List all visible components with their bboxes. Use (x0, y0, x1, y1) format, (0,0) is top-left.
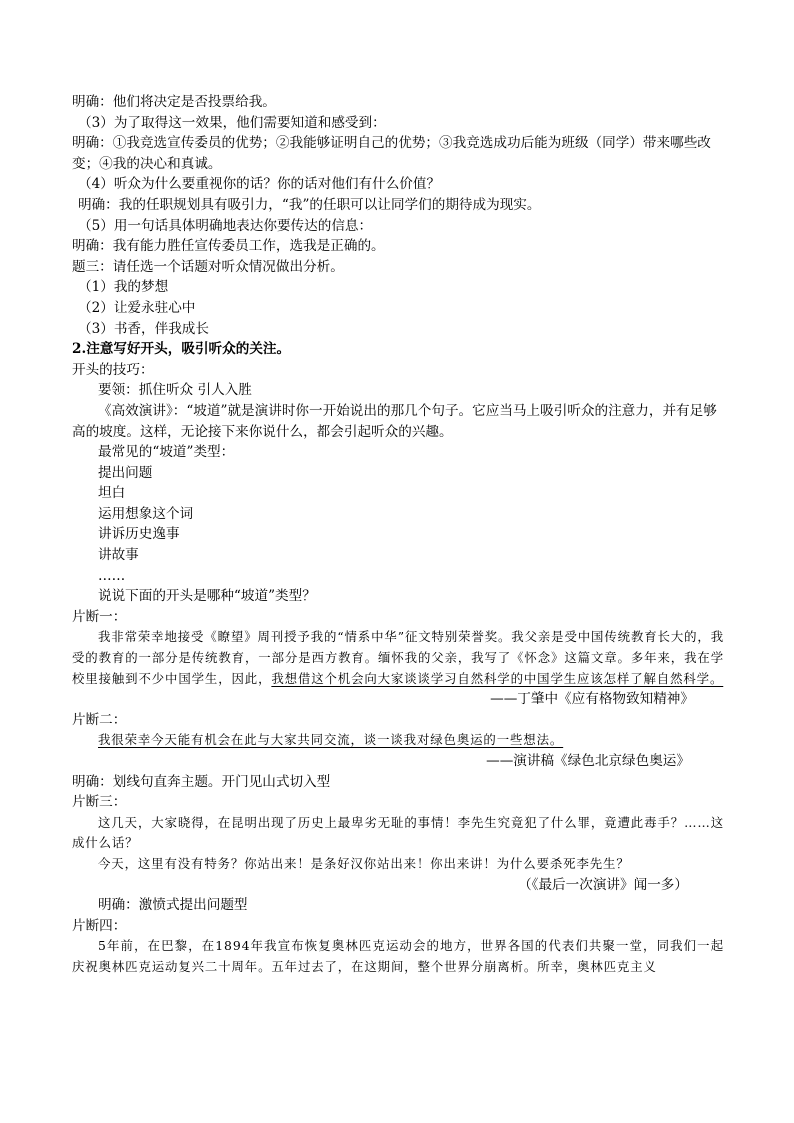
text-line: 明确：激愤式提出问题型 (98, 897, 248, 914)
text-line: 题三：请任选一个话题对听众情况做出分析。 (72, 258, 344, 275)
text-line: 开头的技巧： (72, 361, 154, 378)
excerpt-label: 片断二： (72, 711, 127, 728)
text-line: 最常见的“坡道”类型： (98, 444, 235, 461)
document-page (72, 92, 724, 978)
excerpt-paragraph: 这几天，大家晓得，在昆明出现了历史上最卑劣无耻的事情！李先生究竟犯了什么罪，竟遭此毒手？……这成什么话？ (72, 814, 724, 851)
underlined-sentence: 我想借这个机会向大家谈谈学习自然科学的中国学生应该怎样了解自然科学。 (271, 670, 724, 686)
excerpt-text: 我非常荣幸地接受《瞭望》周刊授予我的“情系中华”征文特别荣誉奖。我父亲是受中国传统教育长大的，我受的教育的一部分是传统教育，一部分是西方教育。缅怀我的父亲，我写了《怀念》这篇文章。多年来，我在学校里接触到不少中国学生，因此， (72, 629, 724, 686)
list-item: 运用想象这个词 (98, 505, 194, 522)
text-line: 明确：我的任职规划具有吸引力，“我”的任职可以让同学们的期待成为现实。 (78, 196, 541, 213)
text-paragraph: 《高效演讲》：“坡道”就是演讲时你一开始说出的那几个句子。它应当马上吸引听众的注意力，并有足够高的坡度。这样，无论接下来你说什么，都会引起听众的兴趣。 (72, 402, 717, 440)
list-item: 讲诉历史逸事 (98, 526, 180, 543)
excerpt-label: 片断一： (72, 608, 127, 625)
text-line: （3）为了取得这一效果，他们需要知道和感受到： (78, 114, 386, 131)
text-line: 要领：抓住听众 引人入胜 (98, 382, 252, 399)
text-line: （3）书香，伴我成长 (78, 320, 209, 337)
ellipsis-line: …… (98, 567, 126, 584)
text-line: （4）听众为什么要重视你的话？你的话对他们有什么价值？ (78, 176, 441, 193)
text-line: 明确：他们将决定是否投票给我。 (72, 94, 276, 110)
text-line: 明确：我有能力胜任宣传委员工作，选我是正确的。 (72, 238, 385, 255)
excerpt-label: 片断三： (72, 794, 127, 811)
section-heading: 2.注意写好开头，吸引听众的关注。 (72, 341, 291, 358)
excerpt-source: （《最后一次演讲》闻一多） (518, 876, 688, 893)
excerpt-label: 片断四： (72, 917, 127, 934)
excerpt-source: ——演讲稿《绿色北京绿色奥运》 (486, 753, 690, 769)
text-line: （2）让爱永驻心中 (78, 299, 196, 316)
excerpt-paragraph: 今天，这里有没有特务？你站出来！是条好汉你站出来！你出来讲！为什么要杀死李先生？ (98, 855, 630, 871)
text-line: （1）我的梦想 (78, 279, 169, 296)
list-item: 提出问题 (98, 464, 153, 481)
excerpt-paragraph: 5年前，在巴黎，在1894年我宣布恢复奥林匹克运动会的地方，世界各国的代表们共聚一堂，同我们一起庆祝奥林匹克运动复兴二十周年。五年过去了，在这期间，整个世界分崩离析。所幸，奥林匹克主义 (72, 938, 724, 974)
text-line: （5）用一句话具体明确地表达你要传达的信息： (78, 217, 373, 234)
text-line: 明确：划线句直奔主题。开门见山式切入型 (72, 773, 331, 790)
list-item: 讲故事 (98, 547, 139, 564)
text-line: 说说下面的开头是哪种“坡道”类型？ (98, 588, 316, 605)
excerpt-paragraph (72, 627, 724, 689)
text-line: 明确：①我竞选宣传委员的优势；②我能够证明自己的优势；③我竞选成功后能为班级（同学）带来哪些改变；④我的决心和真诚。 (72, 135, 711, 172)
list-item: 坦白 (98, 485, 126, 502)
excerpt-source: ——丁肇中《应有格物致知精神》 (490, 691, 694, 708)
excerpt-paragraph (72, 730, 724, 751)
underlined-sentence: 我很荣幸今天能有机会在此与大家共同交流，谈一谈我对绿色奥运的一些想法。 (98, 732, 564, 748)
